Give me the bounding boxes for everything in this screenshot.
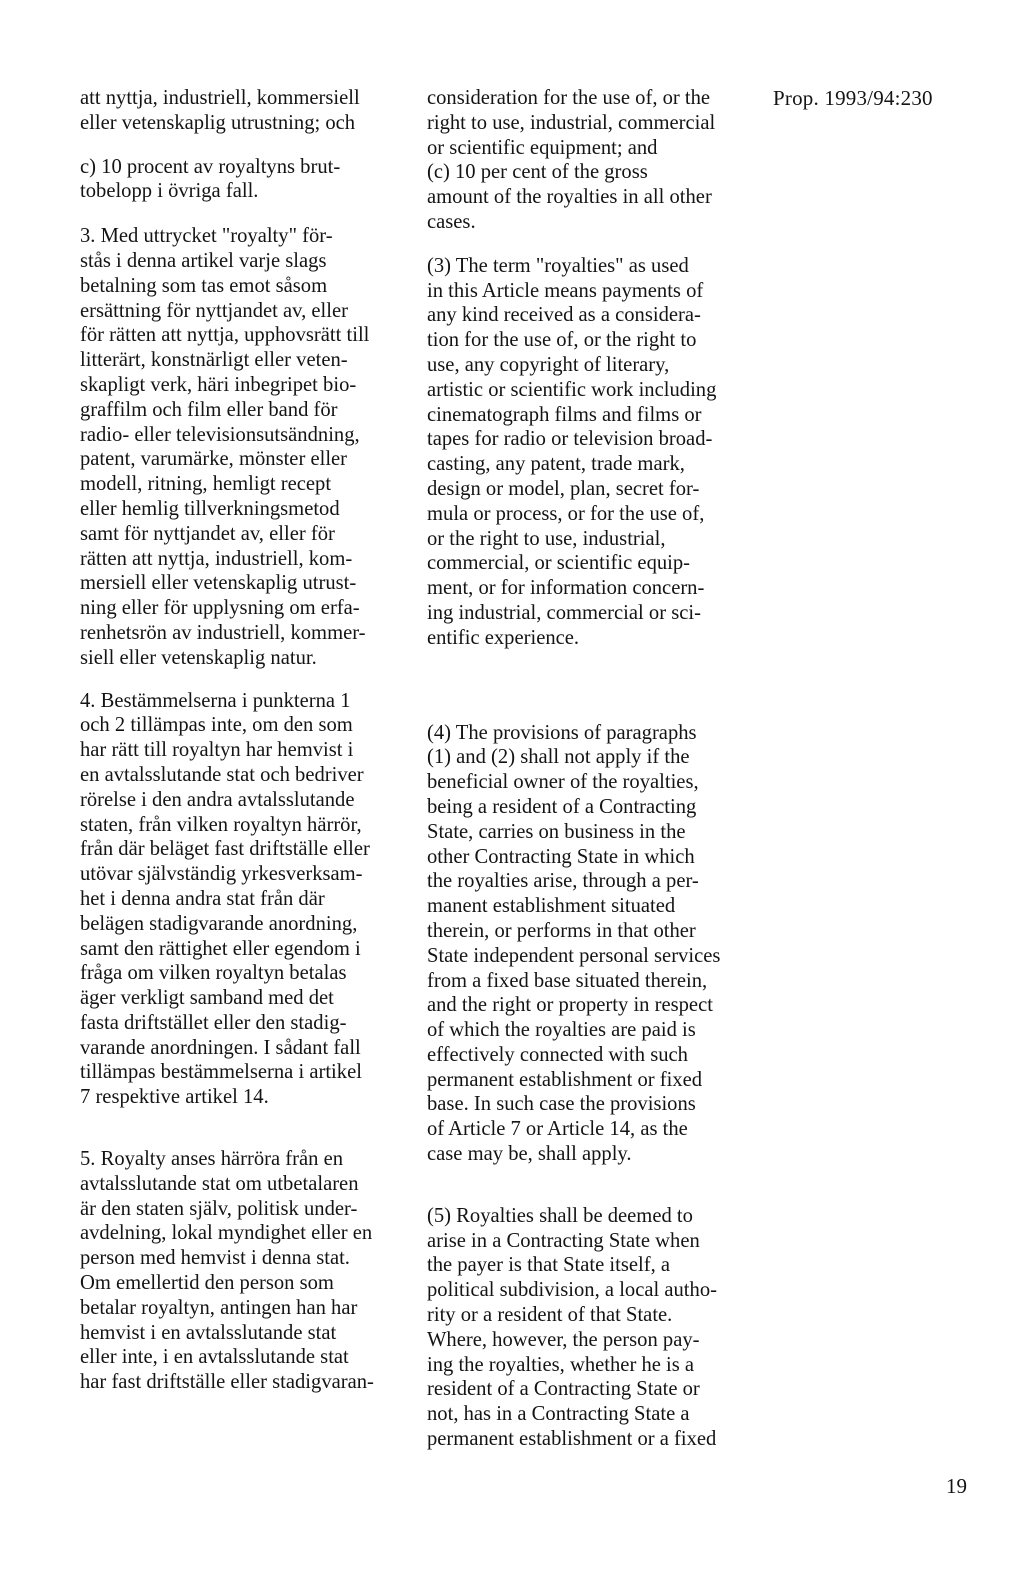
swedish-text-column (80, 86, 403, 1395)
english-paragraph-3: (3) The term "royalties" as used in this Article means payments of any kind received as a considera- tion for the use of, or the right to use, any copyright of literary, artistic or scientific work including cinematograph films and films or tapes for radio or television broad- casting, any patent, trade mark, design or model, plan, secret for- mula or process, or for the use of, or the right to use, industrial, commercial, or scientific equip- ment, or for information concern- ing industrial, commercial or sci- entific experience. (427, 254, 717, 649)
english-text-column (427, 86, 753, 1452)
swedish-paragraph-5: 5. Royalty anses härröra från en avtalsslutande stat om utbetalaren är den staten själv, politisk under- avdelning, lokal myndighet eller en person med hemvist i denna stat. Om emellertid den person som betalar royaltyn, antingen han har hemvist i en avtalsslutande stat eller inte, i en avtalsslutande stat har fast driftställe eller stadigvaran- (80, 1148, 374, 1394)
page-number: 19 (946, 1474, 967, 1498)
swedish-paragraph-2c: c) 10 procent av royaltyns brut- tobelopp i övriga fall. (80, 155, 341, 203)
english-paragraph-5: (5) Royalties shall be deemed to arise in a Contracting State when the payer is that State itself, a political subdivision, a local autho- rity or a resident of that State. Where, however, the person pay- ing the royalties, whether he is a resident of a Contracting State or not, has in a Contracting State a permanent establishment or a fixed (427, 1204, 717, 1451)
swedish-paragraph-4: 4. Bestämmelserna i punkterna 1 och 2 tillämpas inte, om den som har rätt till royaltyn har hemvist i en avtalsslutande stat och bedriver rörelse i den andra avtalsslutande staten, från vilken royaltyn härrör, från där beläget fast driftställe eller utövar självständig yrkesverksam- het i denna andra stat från där belägen stadigvarande anordning, samt den rättighet eller egendom i fråga om vilken royaltyn betalas äger verkligt samband med det fasta driftstället eller den stadig- varande anordningen. I sådant fall tillämpas bestämmelserna i artikel 7 respektive artikel 14. (80, 689, 370, 1109)
swedish-paragraph-3: 3. Med uttrycket "royalty" för- stås i denna artikel varje slags betalning som tas emot såsom ersättning för nyttjandet av, eller för rätten att nyttja, upphovsrätt till litterärt, konstnärligt eller veten- skapligt verk, häri inbegripet bio- graffilm och film eller band för radio- eller televisionsutsändning, patent, varumärke, mönster eller modell, ritning, hemligt recept eller hemlig tillverkningsmetod samt för nyttjandet av, eller för rätten att nyttja, industriell, kom- mersiell eller vetenskaplig utrust- ning eller för upplysning om erfa- renhetsrön av industriell, kommer- siell eller vetenskaplig natur. (80, 225, 370, 669)
swedish-paragraph-continuation: att nyttja, industriell, kommersiell eller vetenskaplig utrustning; och (80, 87, 360, 134)
proposition-reference: Prop. 1993/94:230 (773, 86, 933, 110)
english-paragraph-continuation: consideration for the use of, or the right to use, industrial, commercial or scientific equipment; and (c) 10 per cent of the gross amount of the royalties in all other cases. (427, 87, 716, 233)
english-paragraph-4: (4) The provisions of paragraphs (1) and (2) shall not apply if the beneficial owner of the royalties, being a resident of a Contracting State, carries on business in the other Contracting State in which the royalties arise, through a per- manent establishment situated therein, or performs in that other State independent personal services from a fixed base situated therein, and the right or property in respect of which the royalties are paid is effectively connected with such permanent establishment or fixed base. In such case the provisions of Article 7 or Article 14, as the case may be, shall apply. (427, 721, 721, 1166)
